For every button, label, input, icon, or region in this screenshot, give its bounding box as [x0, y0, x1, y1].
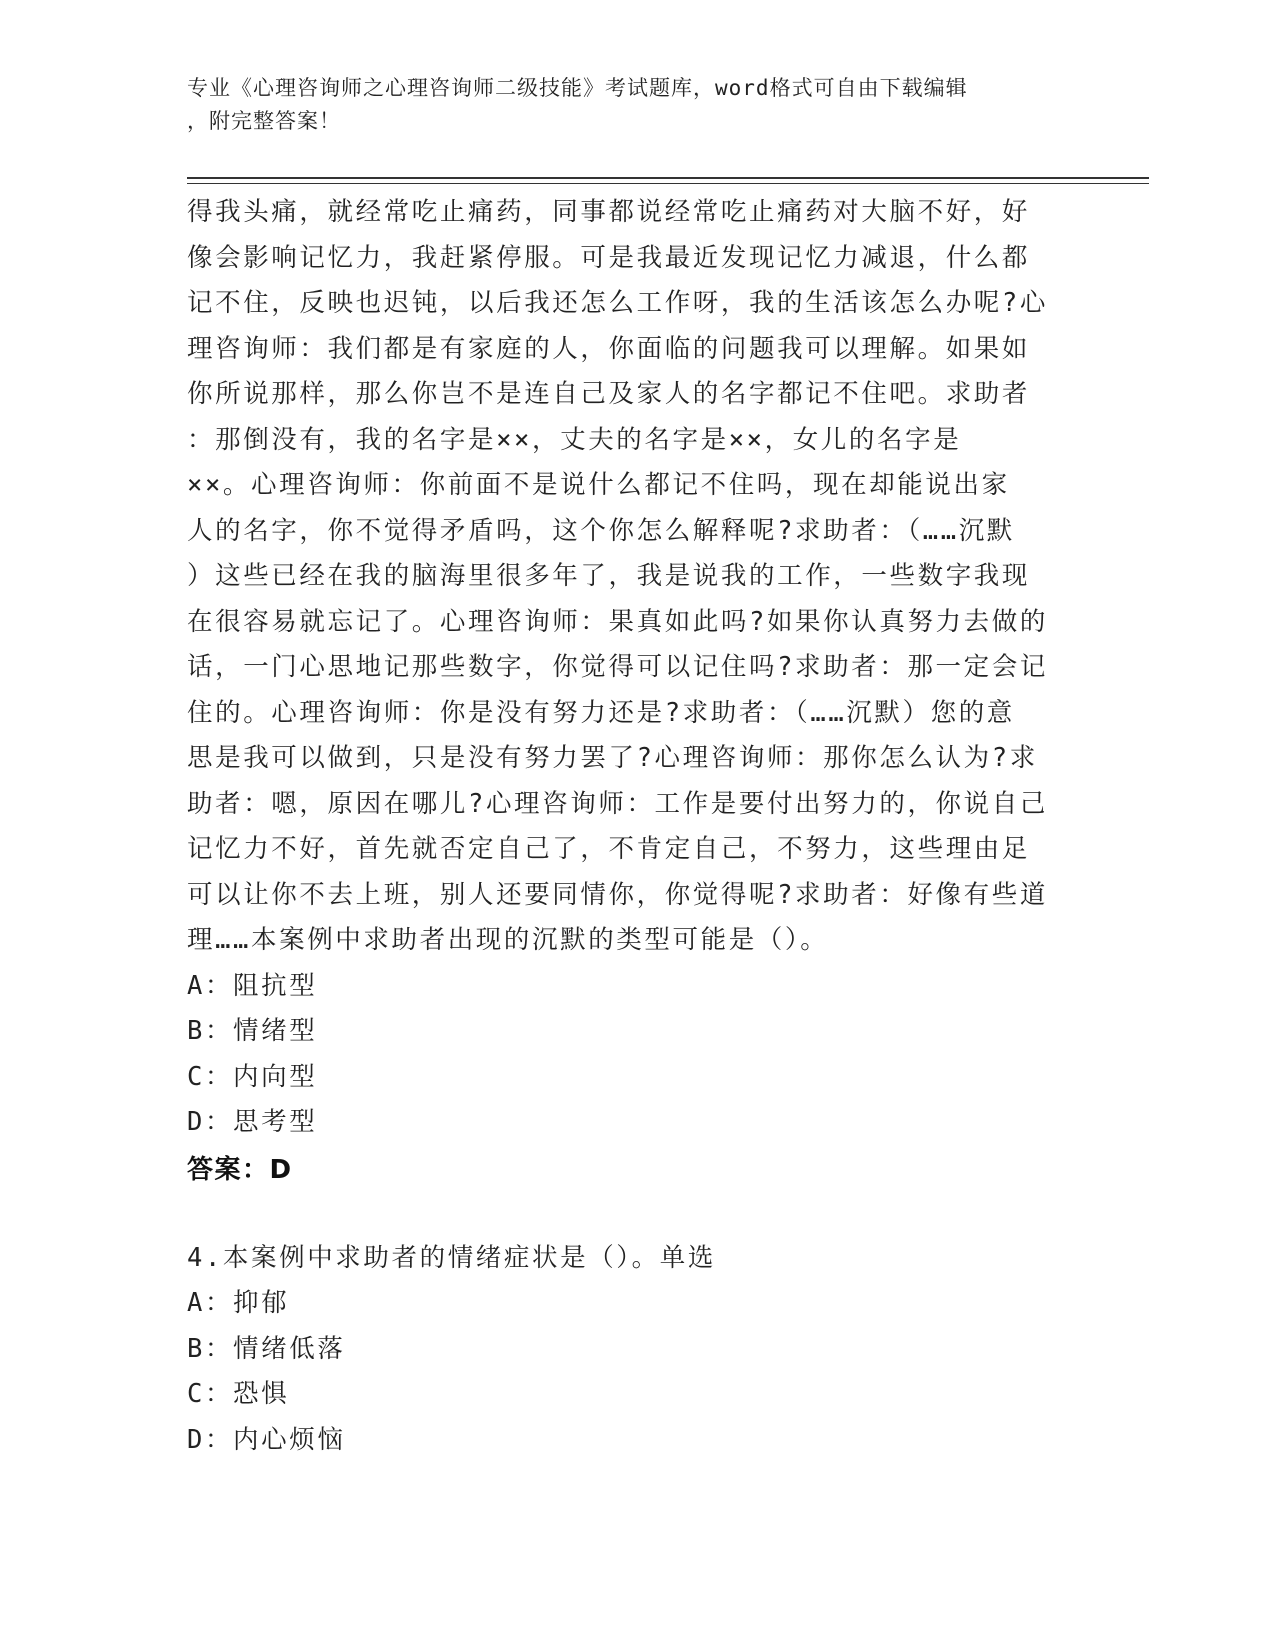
question-3-options	[187, 964, 1087, 1146]
passage-line: ）这些已经在我的脑海里很多年了，我是说我的工作，一些数字我现	[187, 561, 1031, 591]
answer-label: 答案：D	[187, 1154, 293, 1185]
passage-line: ：那倒没有，我的名字是××，丈夫的名字是××，女儿的名字是	[187, 424, 962, 455]
header-divider-thin	[187, 183, 1149, 184]
option-d: D：思考型	[187, 1107, 318, 1137]
passage-line: 记忆力不好，首先就否定自己了，不肯定自己，不努力，这些理由足	[187, 834, 1031, 864]
passage-line: ××。心理咨询师：你前面不是说什么都记不住吗，现在却能说出家	[187, 470, 1010, 500]
option-a: A：抑郁	[187, 1288, 290, 1318]
passage-line: 记不住，反映也迟钝，以后我还怎么工作呀，我的生活该怎么办呢?心	[187, 288, 1048, 318]
header-title-line-2: ，附完整答案！	[187, 109, 341, 133]
option-b: B：情绪低落	[187, 1333, 346, 1364]
document-header	[187, 72, 1067, 138]
passage-line: 助者：嗯，原因在哪儿?心理咨询师：工作是要付出努力的，你说自己	[187, 788, 1048, 819]
document-body	[187, 190, 1087, 1463]
option-a: A：阻抗型	[187, 970, 318, 1001]
question-title: 4.本案例中求助者的情绪症状是（）。单选	[187, 1242, 716, 1273]
option-b: B：情绪型	[187, 1016, 318, 1046]
header-title-line-1: 专业《心理咨询师之心理咨询师二级技能》考试题库，word格式可自由下载编辑	[187, 76, 968, 100]
option-c: C：内向型	[187, 1061, 318, 1092]
header-divider-thick	[187, 177, 1149, 179]
option-d: D：内心烦恼	[187, 1424, 346, 1455]
question-4	[187, 1236, 1087, 1464]
passage-line: 像会影响记忆力，我赶紧停服。可是我最近发现记忆力减退，什么都	[187, 242, 1031, 273]
option-c: C：恐惧	[187, 1379, 290, 1409]
passage-line: 可以让你不去上班，别人还要同情你，你觉得呢?求助者：好像有些道	[187, 879, 1048, 910]
passage-line: 人的名字，你不觉得矛盾吗，这个你怎么解释呢?求助者：（……沉默	[187, 515, 1015, 546]
passage-line: 你所说那样，那么你岂不是连自己及家人的名字都记不住吧。求助者	[187, 379, 1031, 409]
passage-line: 在很容易就忘记了。心理咨询师：果真如此吗?如果你认真努力去做的	[187, 606, 1048, 637]
passage-line: 住的。心理咨询师：你是没有努力还是?求助者：（……沉默）您的意	[187, 697, 1015, 728]
case-passage	[187, 190, 1087, 964]
question-spacer	[187, 1194, 1087, 1236]
passage-line: 得我头痛，就经常吃止痛药，同事都说经常吃止痛药对大脑不好，好	[187, 197, 1031, 227]
passage-line: 思是我可以做到，只是没有努力罢了?心理咨询师：那你怎么认为?求	[187, 743, 1038, 773]
passage-line: 理……本案例中求助者出现的沉默的类型可能是（）。	[187, 925, 829, 955]
passage-line: 理咨询师：我们都是有家庭的人，你面临的问题我可以理解。如果如	[187, 333, 1031, 364]
passage-line: 话，一门心思地记那些数字，你觉得可以记住吗?求助者：那一定会记	[187, 652, 1048, 682]
